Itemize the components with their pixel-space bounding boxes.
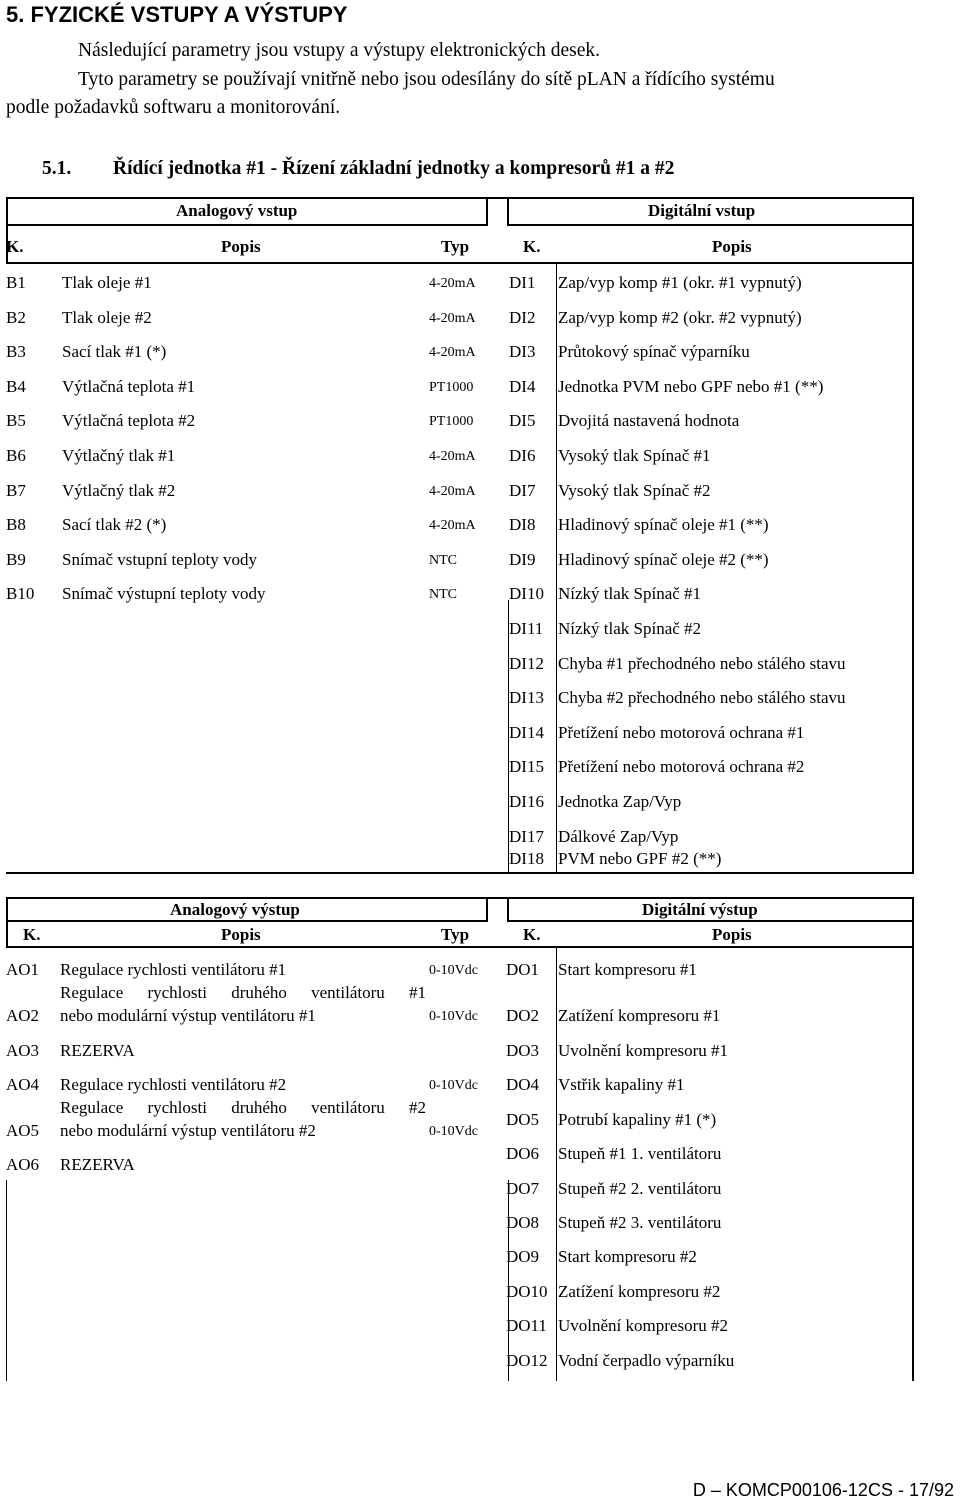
intro-line-2: Tyto parametry se používají vnitřně nebo jsou odesílány do sítě pLAN a řídícího systému bbox=[78, 69, 775, 90]
page-footer: D – KOMCP00106-12CS - 17/92 bbox=[692, 1480, 954, 1500]
digital-output-channel: DO4 bbox=[506, 1075, 540, 1095]
digital-output-description: Start kompresoru #2 bbox=[558, 1247, 697, 1267]
digital-input-channel: DI15 bbox=[509, 757, 544, 777]
digital-input-channel: DI14 bbox=[509, 722, 544, 742]
digital-input-channel: DI11 bbox=[509, 619, 544, 638]
analog-input-channel: B5 bbox=[6, 411, 26, 431]
analog-output-channel: AO2 bbox=[6, 1006, 40, 1025]
digital-input-description: Dvojitá nastavená hodnota bbox=[558, 411, 740, 431]
digital-input-description: Nízký tlak Spínač #1 bbox=[558, 584, 702, 604]
digital-input-description: PVM nebo GPF #2 (**) bbox=[558, 849, 722, 868]
digital-output-description: Stupeň #1 1. ventilátoru bbox=[558, 1144, 722, 1164]
digital-input-description: Zap/vyp komp #2 (okr. #2 vypnutý) bbox=[558, 307, 802, 327]
digital-input-channel: DI9 bbox=[509, 549, 536, 569]
analog-input-description: Výtlačná teplota #1 bbox=[62, 376, 196, 396]
analog-input-channel: B3 bbox=[6, 342, 26, 362]
digital-input-description: Jednotka Zap/Vyp bbox=[558, 792, 682, 811]
analog-input-channel: B8 bbox=[6, 515, 26, 535]
analog-output-description: REZERVA bbox=[60, 1041, 135, 1060]
digital-output-description: Zatížení kompresoru #2 bbox=[558, 1281, 721, 1301]
digital-output-channel: DO12 bbox=[506, 1350, 548, 1370]
digital-output-description: Uvolnění kompresoru #1 bbox=[558, 1041, 728, 1060]
analog-input-type: 4-20mA bbox=[429, 449, 476, 464]
digital-output-description: Vstřik kapaliny #1 bbox=[558, 1075, 685, 1095]
inputs-col-popis2: Popis bbox=[712, 237, 752, 256]
analog-input-channel: B1 bbox=[6, 273, 26, 292]
digital-output-description: Zatížení kompresoru #1 bbox=[558, 1006, 721, 1025]
analog-input-description: Sací tlak #2 (*) bbox=[62, 515, 167, 535]
outputs-col-popis2: Popis bbox=[712, 925, 752, 944]
analog-output-description: Regulace rychlosti ventilátoru #2 bbox=[60, 1075, 287, 1094]
analog-output-description-line1: Regulace rychlosti druhého ventilátoru #2 bbox=[60, 1098, 426, 1117]
digital-input-channel: DI2 bbox=[509, 307, 536, 327]
digital-input-channel: DI6 bbox=[509, 446, 536, 465]
analog-output-description: nebo modulární výstup ventilátoru #1 bbox=[60, 1006, 316, 1025]
digital-output-description: Start kompresoru #1 bbox=[558, 960, 697, 979]
digital-output-channel: DO2 bbox=[506, 1006, 540, 1025]
analog-input-description: Snímač výstupní teploty vody bbox=[62, 584, 266, 604]
digital-input-channel: DI12 bbox=[509, 653, 544, 673]
digital-input-description: Dálkové Zap/Vyp bbox=[558, 826, 679, 846]
analog-input-description: Sací tlak #1 (*) bbox=[62, 342, 167, 362]
subsection-title: Řídící jednotka #1 - Řízení základní jednotky a kompresorů #1 a #2 bbox=[113, 158, 675, 179]
analog-output-type: 0-10Vdc bbox=[429, 1078, 478, 1093]
analog-output-channel: AO4 bbox=[6, 1075, 40, 1094]
analog-output-channel: AO1 bbox=[6, 960, 40, 979]
analog-input-channel: B7 bbox=[6, 480, 26, 500]
outputs-col-typ: Typ bbox=[441, 925, 470, 944]
analog-input-type: 4-20mA bbox=[429, 276, 476, 291]
digital-input-channel: DI16 bbox=[509, 792, 544, 811]
analog-input-description: Výtlačný tlak #1 bbox=[62, 446, 176, 465]
digital-input-description: Hladinový spínač oleje #2 (**) bbox=[558, 549, 769, 569]
intro-line-3: podle požadavků softwaru a monitorování. bbox=[6, 97, 341, 118]
digital-input-channel: DI13 bbox=[509, 688, 544, 708]
digital-input-description: Průtokový spínač výparníku bbox=[558, 342, 750, 362]
analog-output-type: 0-10Vdc bbox=[429, 1124, 478, 1139]
analog-input-channel: B2 bbox=[6, 307, 26, 327]
outputs-col-k2: K. bbox=[523, 925, 541, 944]
digital-output-description: Stupeň #2 3. ventilátoru bbox=[558, 1213, 722, 1232]
analog-input-description: Snímač vstupní teploty vody bbox=[62, 549, 258, 569]
intro-line-1: Následující parametry jsou vstupy a výstupy elektronických desek. bbox=[78, 40, 601, 61]
analog-input-type: 4-20mA bbox=[429, 483, 476, 499]
analog-input-description: Tlak oleje #2 bbox=[62, 307, 152, 327]
digital-input-description: Chyba #1 přechodného nebo stálého stavu bbox=[558, 653, 846, 673]
digital-input-channel: DI7 bbox=[509, 480, 536, 500]
digital-output-channel: DO1 bbox=[506, 960, 540, 979]
subsection-number: 5.1. bbox=[42, 158, 72, 179]
digital-input-description: Přetížení nebo motorová ochrana #1 bbox=[558, 722, 805, 742]
digital-input-channel: DI18 bbox=[509, 849, 544, 868]
analog-input-channel: B4 bbox=[6, 376, 26, 396]
digital-input-channel: DI17 bbox=[509, 826, 544, 846]
analog-output-type: 0-10Vdc bbox=[429, 963, 478, 978]
analog-input-channel: B9 bbox=[6, 549, 26, 569]
digital-output-description: Potrubí kapaliny #1 (*) bbox=[558, 1109, 717, 1129]
digital-input-channel: DI3 bbox=[509, 342, 536, 362]
digital-output-channel: DO3 bbox=[506, 1041, 540, 1060]
analog-output-channel: AO6 bbox=[6, 1155, 40, 1174]
outputs-group-digital: Digitální výstup bbox=[642, 900, 758, 919]
inputs-col-k2: K. bbox=[523, 237, 541, 256]
analog-input-type: 4-20mA bbox=[429, 518, 476, 534]
outputs-group-analog: Analogový výstup bbox=[170, 900, 300, 919]
inputs-group-analog: Analogový vstup bbox=[176, 201, 298, 220]
digital-output-channel: DO9 bbox=[506, 1247, 540, 1267]
analog-input-type: PT1000 bbox=[429, 414, 474, 430]
digital-output-channel: DO5 bbox=[506, 1109, 540, 1129]
analog-output-description-line1: Regulace rychlosti druhého ventilátoru #1 bbox=[60, 983, 426, 1002]
analog-input-channel: B6 bbox=[6, 446, 26, 465]
digital-input-description: Zap/vyp komp #1 (okr. #1 vypnutý) bbox=[558, 273, 802, 292]
section-title: 5. FYZICKÉ VSTUPY A VÝSTUPY bbox=[6, 2, 348, 27]
analog-input-type: NTC bbox=[429, 552, 457, 568]
inputs-col-popis: Popis bbox=[221, 237, 261, 256]
analog-input-description: Tlak oleje #1 bbox=[62, 273, 152, 292]
digital-output-description: Vodní čerpadlo výparníku bbox=[558, 1350, 735, 1370]
digital-input-description: Přetížení nebo motorová ochrana #2 bbox=[558, 757, 805, 777]
inputs-col-typ: Typ bbox=[441, 237, 470, 256]
analog-input-type: NTC bbox=[429, 587, 457, 603]
digital-input-description: Chyba #2 přechodného nebo stálého stavu bbox=[558, 688, 846, 708]
digital-input-channel: DI8 bbox=[509, 515, 536, 535]
digital-output-channel: DO10 bbox=[506, 1281, 548, 1301]
digital-output-channel: DO8 bbox=[506, 1213, 540, 1232]
inputs-col-k: K. bbox=[6, 237, 24, 256]
analog-input-type: 4-20mA bbox=[429, 345, 476, 361]
digital-input-channel: DI1 bbox=[509, 273, 536, 292]
digital-output-description: Uvolnění kompresoru #2 bbox=[558, 1316, 728, 1336]
digital-input-description: Hladinový spínač oleje #1 (**) bbox=[558, 515, 769, 535]
analog-input-type: 4-20mA bbox=[429, 310, 476, 326]
analog-output-channel: AO5 bbox=[6, 1121, 40, 1140]
analog-output-description: REZERVA bbox=[60, 1155, 135, 1174]
digital-output-channel: DO11 bbox=[506, 1316, 547, 1336]
analog-output-type: 0-10Vdc bbox=[429, 1009, 478, 1024]
digital-output-description: Stupeň #2 2. ventilátoru bbox=[558, 1178, 722, 1198]
analog-input-type: PT1000 bbox=[429, 379, 474, 395]
outputs-col-k: K. bbox=[23, 925, 41, 944]
digital-output-channel: DO7 bbox=[506, 1178, 540, 1198]
digital-input-description: Vysoký tlak Spínač #2 bbox=[558, 480, 711, 500]
outputs-col-popis: Popis bbox=[221, 925, 261, 944]
digital-input-channel: DI5 bbox=[509, 411, 536, 431]
analog-input-description: Výtlačná teplota #2 bbox=[62, 411, 196, 431]
digital-input-description: Nízký tlak Spínač #2 bbox=[558, 619, 702, 638]
analog-output-channel: AO3 bbox=[6, 1041, 40, 1060]
analog-output-description: nebo modulární výstup ventilátoru #2 bbox=[60, 1121, 316, 1140]
digital-input-description: Vysoký tlak Spínač #1 bbox=[558, 446, 711, 465]
digital-input-channel: DI10 bbox=[509, 584, 544, 604]
analog-input-channel: B10 bbox=[6, 584, 35, 604]
analog-output-description: Regulace rychlosti ventilátoru #1 bbox=[60, 960, 287, 979]
analog-input-description: Výtlačný tlak #2 bbox=[62, 480, 176, 500]
digital-output-channel: DO6 bbox=[506, 1144, 540, 1164]
inputs-group-digital: Digitální vstup bbox=[648, 201, 756, 220]
digital-input-channel: DI4 bbox=[509, 376, 536, 396]
digital-input-description: Jednotka PVM nebo GPF nebo #1 (**) bbox=[558, 376, 824, 396]
